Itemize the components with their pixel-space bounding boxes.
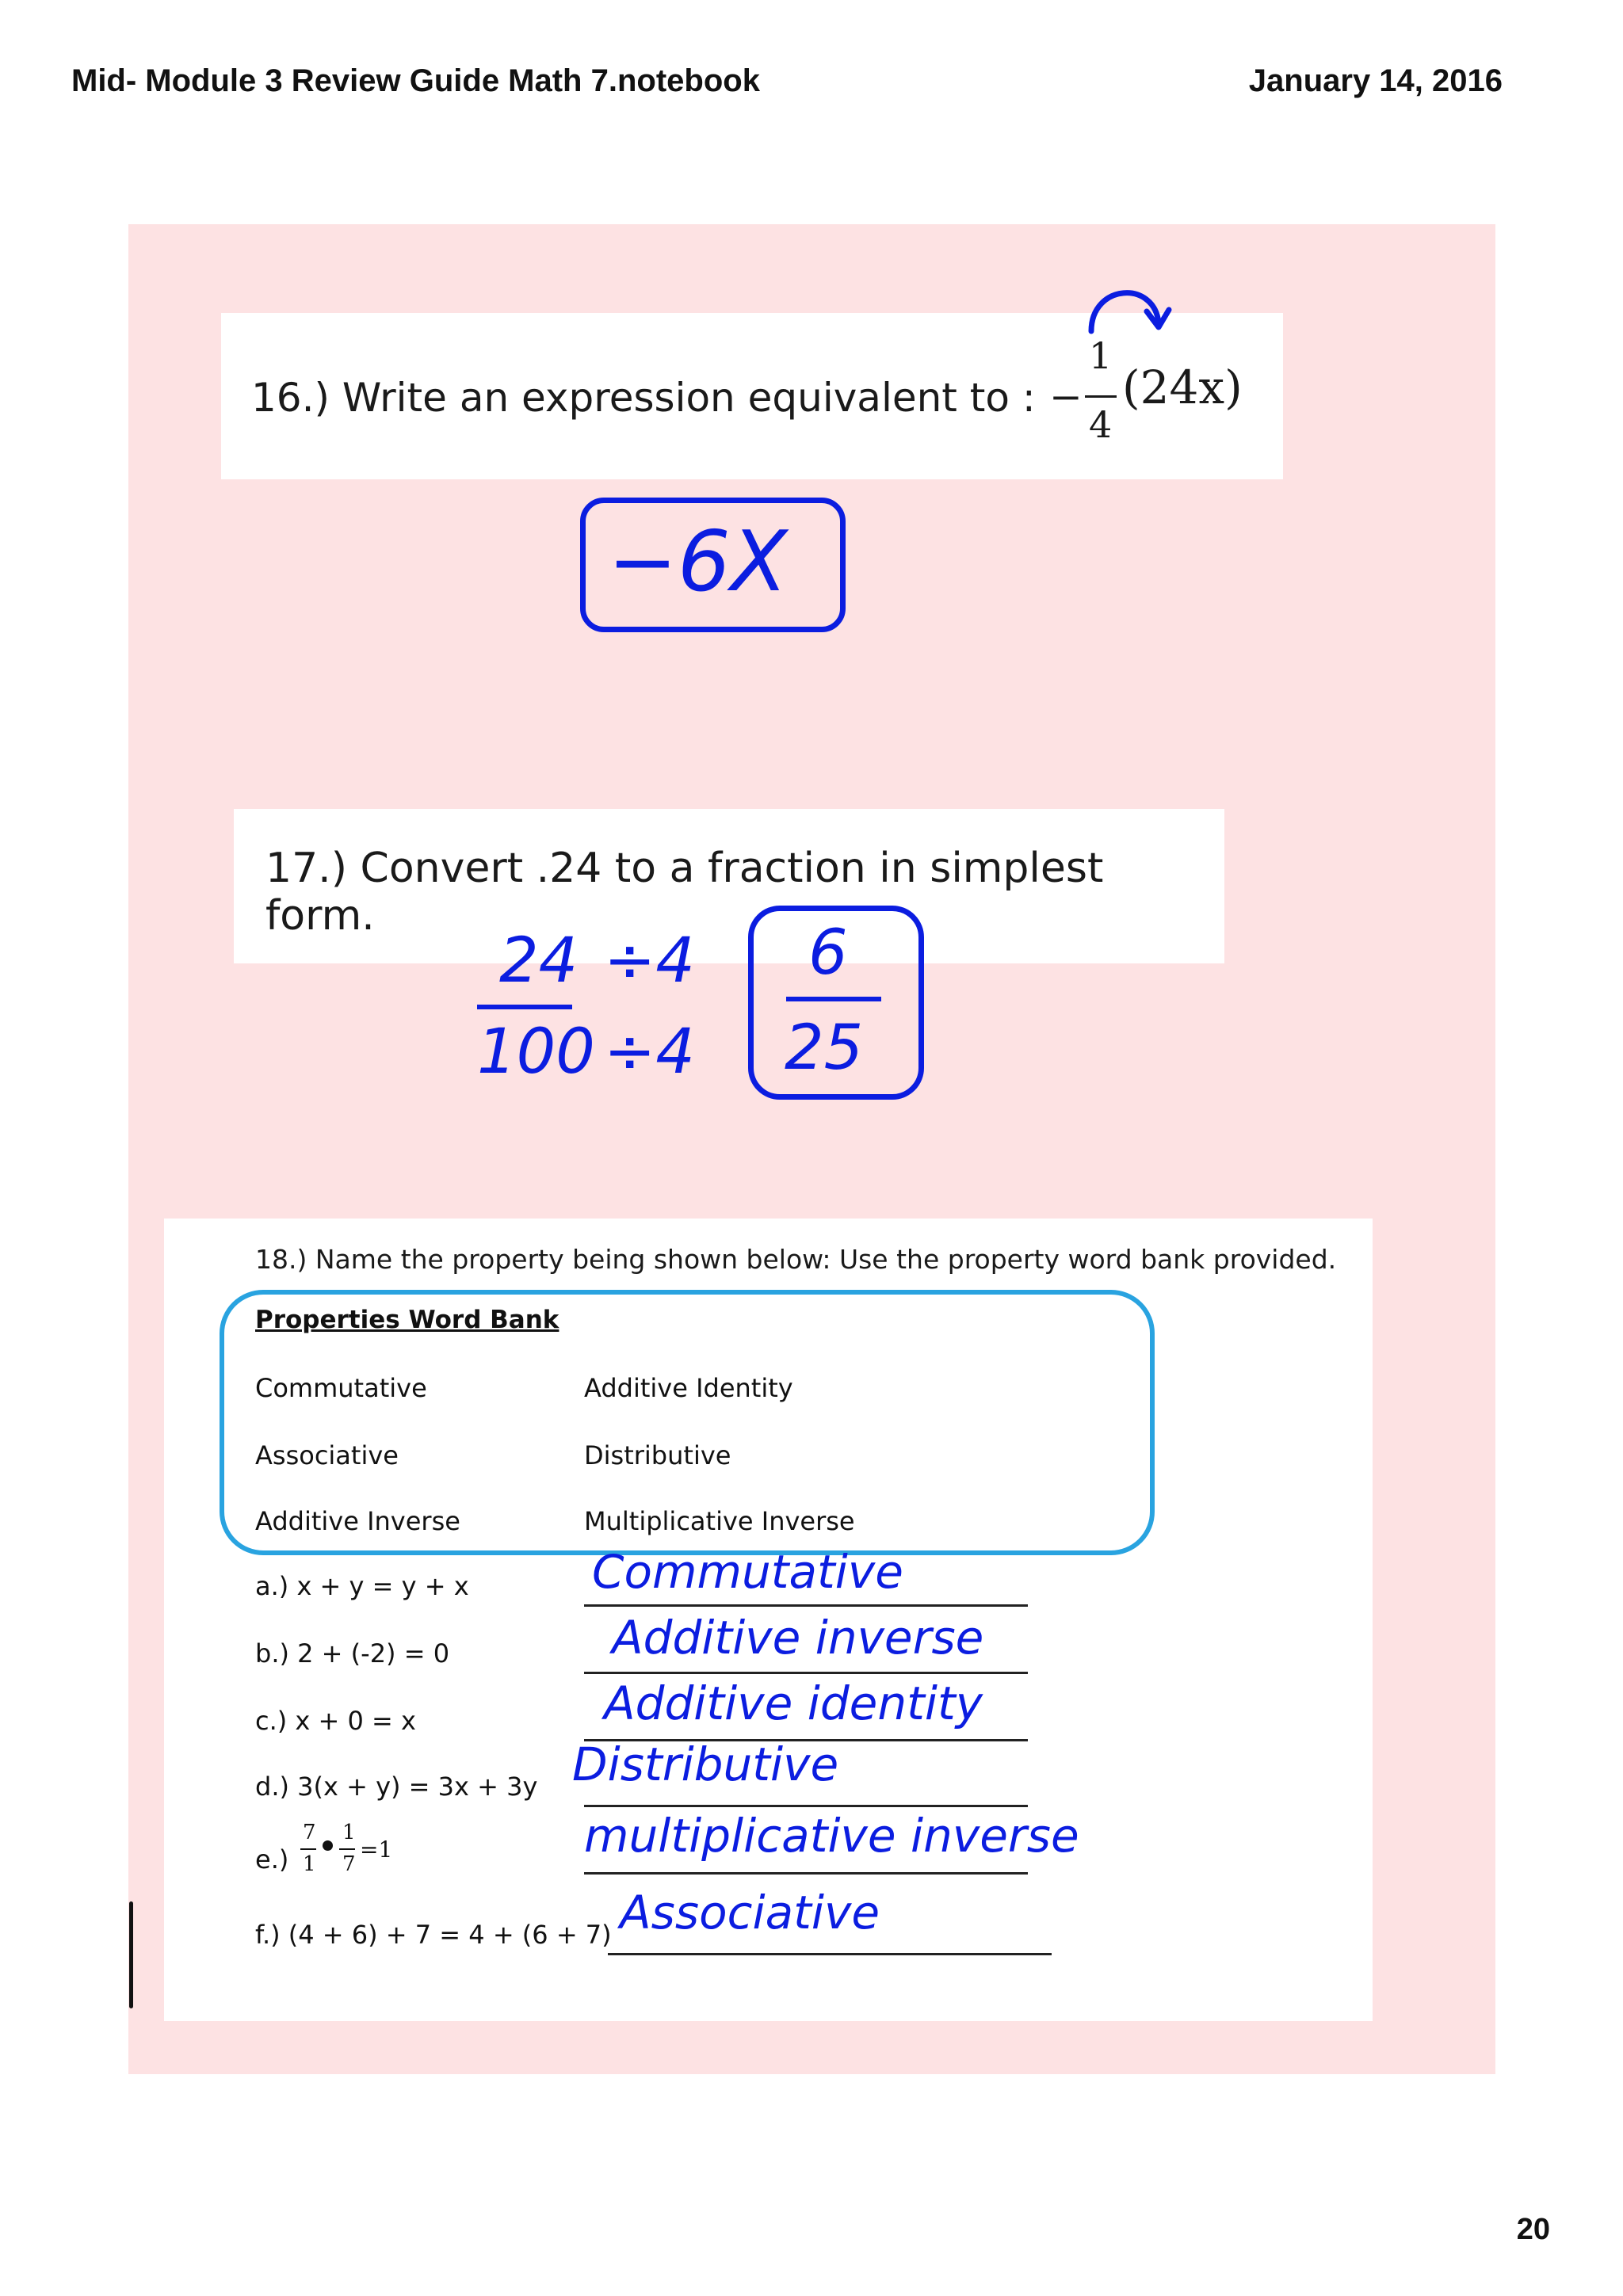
item-e-equals: =1	[360, 1836, 393, 1863]
question-18-prompt: 18.) Name the property being shown below: Use the property word bank provided.	[255, 1244, 1337, 1275]
item-e-dot	[323, 1840, 333, 1851]
pen-mark	[129, 1901, 133, 2008]
question-16-prompt: 16.) Write an expression equivalent to :	[251, 375, 1036, 421]
item-e-fraction1-denominator: 1	[303, 1852, 316, 1876]
answer-17-fraction-bar	[786, 997, 881, 1001]
item-e-answer: multiplicative inverse	[584, 1809, 1079, 1863]
word-bank-term: Commutative	[255, 1373, 427, 1403]
item-d-answer: Distributive	[572, 1737, 839, 1791]
work-fraction-bar	[477, 1005, 572, 1009]
item-f-label: f.) (4 + 6) + 7 = 4 + (6 + 7)	[255, 1920, 612, 1950]
item-e-fraction2-denominator: 7	[342, 1852, 356, 1876]
expression-denominator: 4	[1089, 403, 1113, 446]
answer-17-denominator: 25	[785, 1013, 864, 1084]
word-bank-term: Additive Inverse	[255, 1506, 460, 1536]
word-bank-term: Additive Identity	[584, 1373, 793, 1403]
curved-arrow-annotation	[1083, 280, 1178, 343]
answer-17-numerator: 6	[808, 917, 848, 989]
word-bank-title: Properties Word Bank	[255, 1306, 559, 1334]
item-f-answer-line	[608, 1953, 1052, 1955]
question-17-prompt: 17.) Convert .24 to a fraction in simplest form.	[265, 845, 1104, 940]
item-e-fraction2-bar	[339, 1848, 355, 1850]
item-a-label: a.) x + y = y + x	[255, 1571, 469, 1601]
question-18-card	[164, 1219, 1373, 2021]
item-e-fraction1-bar	[300, 1848, 316, 1850]
item-c-answer: Additive identity	[604, 1676, 983, 1730]
expression-term: (24x)	[1122, 360, 1243, 414]
expression-sign: −	[1049, 374, 1083, 420]
item-b-label: b.) 2 + (-2) = 0	[255, 1638, 450, 1669]
document-date: January 14, 2016	[1248, 63, 1503, 98]
item-e-answer-line	[584, 1872, 1028, 1875]
word-bank-term: Associative	[255, 1440, 399, 1470]
item-f-answer: Associative	[620, 1886, 880, 1939]
work-denominator: 100	[477, 1016, 595, 1088]
item-a-answer: Commutative	[592, 1545, 903, 1599]
item-b-answer: Additive inverse	[612, 1611, 984, 1665]
item-e-label	[255, 1821, 572, 1892]
item-a-answer-line	[584, 1604, 1028, 1607]
answer-16: −6X	[608, 513, 788, 610]
page-number: 20	[1516, 2213, 1550, 2246]
item-e-letter: e.)	[255, 1844, 289, 1875]
item-d-answer-line	[584, 1805, 1028, 1807]
word-bank-term: Multiplicative Inverse	[584, 1506, 855, 1536]
item-c-label: c.) x + 0 = x	[255, 1706, 416, 1736]
item-d-label: d.) 3(x + y) = 3x + 3y	[255, 1772, 538, 1802]
work-divide-bottom: ÷4	[604, 1016, 695, 1088]
work-divide-top: ÷4	[604, 925, 695, 997]
work-numerator: 24	[499, 925, 579, 997]
question-16-expression	[1049, 330, 1255, 465]
word-bank-term: Distributive	[584, 1440, 731, 1470]
document-title: Mid- Module 3 Review Guide Math 7.notebook	[71, 63, 760, 98]
item-e-fraction2-numerator: 1	[342, 1821, 356, 1844]
expression-numerator: 1	[1089, 334, 1113, 377]
item-e-fraction1-numerator: 7	[303, 1821, 316, 1844]
fraction-bar	[1085, 395, 1117, 398]
item-b-answer-line	[584, 1672, 1028, 1674]
notebook-slide	[128, 224, 1495, 2074]
question-17-card	[234, 809, 1224, 963]
